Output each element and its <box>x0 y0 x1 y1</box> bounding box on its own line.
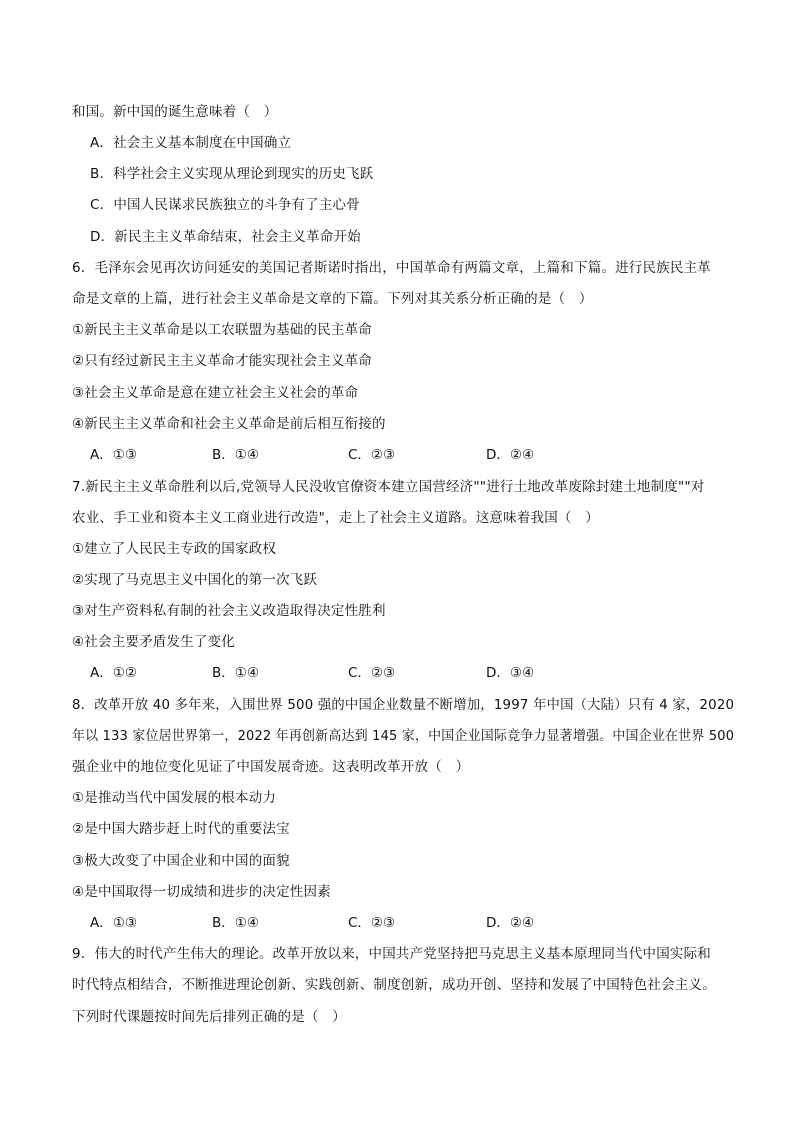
q9-stem-line-2: 时代特点相结合，不断推进理论创新、实践创新、制度创新，成功开创、坚持和发展了中国特色社会主义。 <box>72 977 716 993</box>
q6-choice-d: D．②④ <box>486 447 535 463</box>
q8-choice-b: B．①④ <box>212 915 259 931</box>
q6-choice-c: C．②③ <box>348 447 396 463</box>
q7-choice-b: B．①④ <box>212 665 259 681</box>
q6-stem-line-2: 命是文章的上篇，进行社会主义革命是文章的下篇。下列对其关系分析正确的是（ ） <box>72 291 593 307</box>
q5-option-c: C．中国人民谋求民族独立的斗争有了主心骨 <box>90 197 360 213</box>
q5-stem-tail: 和国。新中国的诞生意味着（ ） <box>72 104 278 120</box>
q6-choice-b: B．①④ <box>212 447 259 463</box>
q9-stem-line-3: 下列时代课题按时间先后排列正确的是（ ） <box>72 1009 346 1025</box>
q8-choice-a: A．①③ <box>90 915 137 931</box>
q7-statement-4: ④社会主要矛盾发生了变化 <box>72 634 236 650</box>
q7-choice-d: D．③④ <box>486 665 535 681</box>
q8-choice-d: D．②④ <box>486 915 535 931</box>
q6-statement-1: ①新民主主义革命是以工农联盟为基础的民主革命 <box>72 322 373 338</box>
q5-option-b: B．科学社会主义实现从理论到现实的历史飞跃 <box>90 166 374 182</box>
q6-statement-3: ③社会主义革命是意在建立社会主义社会的革命 <box>72 385 359 401</box>
q8-choice-c: C．②③ <box>348 915 396 931</box>
q5-option-d: D．新民主主义革命结束，社会主义革命开始 <box>90 229 361 245</box>
q7-choice-c: C．②③ <box>348 665 396 681</box>
q8-statement-1: ①是推动当代中国发展的根本动力 <box>72 790 277 806</box>
q7-statement-2: ②实现了马克思主义中国化的第一次飞跃 <box>72 572 318 588</box>
q6-statement-4: ④新民主主义革命和社会主义革命是前后相互衔接的 <box>72 416 386 432</box>
q7-statement-1: ①建立了人民民主专政的国家政权 <box>72 541 277 557</box>
q7-statement-3: ③对生产资料私有制的社会主义改造取得决定性胜利 <box>72 603 386 619</box>
q6-choice-a: A．①③ <box>90 447 137 463</box>
q8-statement-4: ④是中国取得一切成绩和进步的决定性因素 <box>72 884 331 900</box>
q6-stem-line-1: 6．毛泽东会见再次访问延安的美国记者斯诺时指出，中国革命有两篇文章，上篇和下篇。进行民族民主革 <box>72 260 711 276</box>
q9-stem-line-1: 9．伟大的时代产生伟大的理论。改革开放以来，中国共产党坚持把马克思主义基本原理同当代中国实际和 <box>72 946 711 962</box>
q7-choices <box>90 664 610 682</box>
q8-statement-3: ③极大改变了中国企业和中国的面貌 <box>72 853 290 869</box>
q7-stem-line-1: 7.新民主主义革命胜利以后,党领导人民没收官僚资本建立国营经济""进行土地改革废除封建土地制度""对 <box>72 479 705 495</box>
q5-option-a: A．社会主义基本制度在中国确立 <box>90 135 292 151</box>
q7-choice-a: A．①② <box>90 665 137 681</box>
q8-stem-line-2: 年以 133 家位居世界第一，2022 年再创新高达到 145 家，中国企业国际竞争力显著增强。中国企业在世界 500 <box>72 728 735 744</box>
q8-stem-line-1: 8．改革开放 40 多年来，入围世界 500 强的中国企业数量不断增加，1997 年中国（大陆）只有 4 家，2020 <box>72 697 735 713</box>
q8-stem-line-3: 强企业中的地位变化见证了中国发展奇迹。这表明改革开放（ ） <box>72 759 470 775</box>
q7-stem-line-2: 农业、手工业和资本主义工商业进行改造"，走上了社会主义道路。这意味着我国（ ） <box>72 510 600 526</box>
q6-statement-2: ②只有经过新民主主义革命才能实现社会主义革命 <box>72 353 373 369</box>
q8-statement-2: ②是中国大踏步赶上时代的重要法宝 <box>72 821 290 837</box>
q8-choices <box>90 914 610 932</box>
q6-choices <box>90 446 610 464</box>
